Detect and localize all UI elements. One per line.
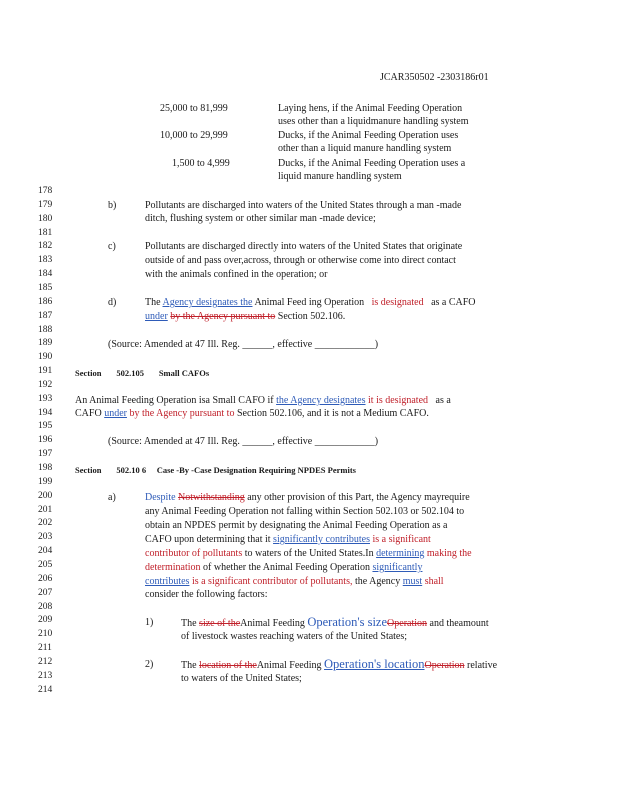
line-number: 179 xyxy=(38,199,53,210)
para-text: with the animals confined in the operation; or xyxy=(145,269,328,280)
line-number: 191 xyxy=(38,366,53,377)
line-number: 185 xyxy=(38,282,53,293)
line-number: 211 xyxy=(38,643,52,654)
line-number: 201 xyxy=(38,504,53,515)
line-number: 183 xyxy=(38,255,53,266)
line-number: 196 xyxy=(38,435,53,446)
table-desc: liquid manure handling system xyxy=(278,171,402,182)
para-a-line1: Despite Notwithstanding any other provision of this Part, the Agency mayrequire xyxy=(145,492,470,503)
para-d-line1: The Agency designates the Animal Feed ing Operation is designated as a CAFO xyxy=(145,297,476,308)
para-a-line4: CAFO upon determining that it significantly contributes is a significant xyxy=(145,534,431,545)
table-count: 10,000 to 29,999 xyxy=(160,130,228,141)
line-number: 209 xyxy=(38,615,53,626)
para-a-line6: determination of whether the Animal Feeding Operation significantly xyxy=(145,562,423,573)
line-number: 213 xyxy=(38,670,53,681)
line-number: 208 xyxy=(38,601,53,612)
line-number: 190 xyxy=(38,352,53,363)
para-d-line2: under by the Agency pursuant to Section 502.106. xyxy=(145,311,346,322)
line-number: 182 xyxy=(38,241,53,252)
line-number: 181 xyxy=(38,227,53,238)
table-desc: Ducks, if the Animal Feeding Operation uses xyxy=(278,130,459,141)
line-number: 203 xyxy=(38,532,53,543)
para-text: outside of and pass over,across, through or otherwise come into direct contact xyxy=(145,255,456,266)
line-number: 200 xyxy=(38,490,53,501)
source-note: (Source: Amended at 47 Ill. Reg. ______, effective ____________) xyxy=(108,436,379,447)
item1-line2: of livestock wastes reaching waters of the United States; xyxy=(181,631,408,642)
item2-line2: to waters of the United States; xyxy=(181,673,302,684)
line-number: 202 xyxy=(38,518,53,529)
line-number: 189 xyxy=(38,338,53,349)
line-number: 186 xyxy=(38,296,53,307)
line-number: 180 xyxy=(38,213,53,224)
item2-line1: The location of theAnimal Feeding Operation's locationOperation relative xyxy=(181,657,498,671)
para-text: Pollutants are discharged directly into waters of the United States that originate xyxy=(145,241,463,252)
para-a-line3: obtain an NPDES permit by designating the Animal Feeding Operation as a xyxy=(145,520,448,531)
table-desc: Laying hens, if the Animal Feeding Operation xyxy=(278,103,463,114)
para-a-line7: contributes is a significant contributor of pollutants, the Agency must shall xyxy=(145,576,444,587)
line-number: 184 xyxy=(38,269,53,280)
para-a-line5: contributor of pollutants to waters of the United States.In determining making the xyxy=(145,548,472,559)
table-desc: Ducks, if the Animal Feeding Operation uses a xyxy=(278,158,466,169)
para-label: a) xyxy=(108,492,116,503)
line-number: 188 xyxy=(38,324,53,335)
section-heading: Section 502.10 6 Case -By -Case Designation Requiring NPDES Permits xyxy=(75,465,356,475)
para-label: d) xyxy=(108,297,117,308)
line-number: 207 xyxy=(38,587,53,598)
para-text: ditch, flushing system or other similar man -made device; xyxy=(145,213,376,224)
para-small-line1: An Animal Feeding Operation isa Small CAFO if the Agency designates it is designated as a xyxy=(75,395,451,406)
item-label: 2) xyxy=(145,659,154,670)
para-a-line2: any Animal Feeding Operation not falling within Section 502.103 or 502.104 to xyxy=(145,506,465,517)
section-heading: Section 502.105 Small CAFOs xyxy=(75,368,210,378)
line-number: 212 xyxy=(38,656,53,667)
line-number: 205 xyxy=(38,559,53,570)
line-number: 194 xyxy=(38,407,53,418)
line-number: 193 xyxy=(38,393,53,404)
para-small-line2: CAFO under by the Agency pursuant to Section 502.106, and it is not a Medium CAFO. xyxy=(75,408,429,419)
line-number: 210 xyxy=(38,629,53,640)
line-number: 192 xyxy=(38,379,53,390)
line-number: 178 xyxy=(38,186,53,196)
para-label: c) xyxy=(108,241,116,252)
line-number: 204 xyxy=(38,546,53,557)
para-text: Pollutants are discharged into waters of the United States through a man -made xyxy=(145,200,462,211)
line-number: 199 xyxy=(38,476,53,487)
document-id: JCAR350502 -2303186r01 xyxy=(380,72,489,83)
para-a-line8: consider the following factors: xyxy=(145,589,268,600)
para-label: b) xyxy=(108,200,117,211)
table-count: 1,500 to 4,999 xyxy=(172,158,230,169)
line-number: 197 xyxy=(38,449,53,460)
line-number: 195 xyxy=(38,421,53,432)
table-desc: uses other than a liquidmanure handling system xyxy=(278,116,469,127)
table-count: 25,000 to 81,999 xyxy=(160,103,228,114)
table-desc: other than a liquid manure handling system xyxy=(278,143,452,154)
item-label: 1) xyxy=(145,617,154,628)
source-note: (Source: Amended at 47 Ill. Reg. ______, effective ____________) xyxy=(108,339,379,350)
line-number: 206 xyxy=(38,573,53,584)
item1-line1: The size of theAnimal Feeding Operation's sizeOperation and theamount xyxy=(181,615,489,629)
line-number: 187 xyxy=(38,310,53,321)
line-number: 198 xyxy=(38,463,53,473)
line-number: 214 xyxy=(38,684,53,695)
